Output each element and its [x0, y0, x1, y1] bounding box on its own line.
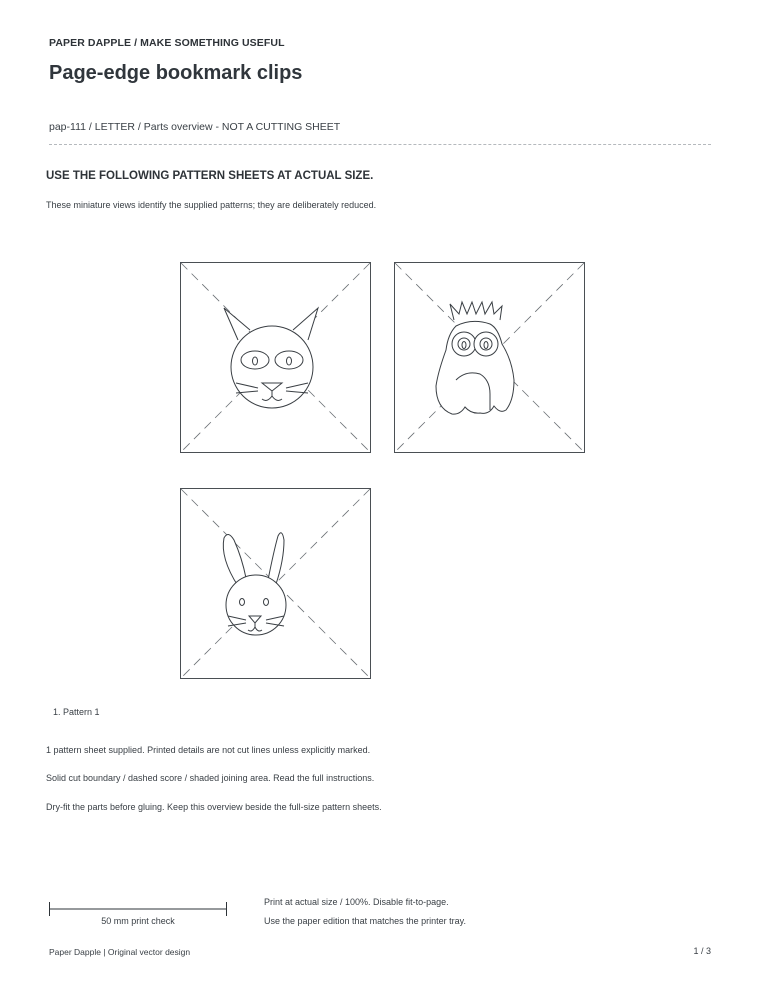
scale-bar-label: 50 mm print check	[101, 916, 175, 926]
section-intro: These miniature views identify the supplied patterns; they are deliberately reduced.	[46, 200, 377, 210]
page-title: Page-edge bookmark clips	[49, 62, 303, 84]
rabbit-face-icon	[180, 488, 371, 679]
print-instruction-size: Print at actual size / 100%. Disable fit-to-page.	[264, 897, 449, 907]
note-line-key: Solid cut boundary / dashed score / shaded joining area. Read the full instructions.	[46, 773, 375, 783]
pattern-thumbnail-owl	[394, 262, 585, 453]
page-number: 1 / 3	[693, 946, 711, 956]
note-dry-fit: Dry-fit the parts before gluing. Keep this overview beside the full-size pattern sheets.	[46, 802, 382, 812]
pattern-thumbnail-rabbit	[180, 488, 371, 679]
print-check-scale-bar	[49, 901, 227, 917]
owl-icon	[394, 262, 585, 453]
pattern-thumbnail-cat	[180, 262, 371, 453]
brand-line: PAPER DAPPLE / MAKE SOMETHING USEFUL	[49, 37, 285, 49]
note-sheets-supplied: 1 pattern sheet supplied. Printed details are not cut lines unless explicitly marked.	[46, 745, 371, 755]
dashed-divider	[49, 144, 711, 145]
thumbnail-caption: 1. Pattern 1	[53, 707, 100, 717]
footer-credit: Paper Dapple | Original vector design	[49, 947, 191, 957]
print-instruction-paper: Use the paper edition that matches the printer tray.	[264, 916, 466, 926]
document-meta: pap-111 / LETTER / Parts overview - NOT A CUTTING SHEET	[49, 121, 341, 133]
section-heading: USE THE FOLLOWING PATTERN SHEETS AT ACTUAL SIZE.	[46, 170, 374, 182]
cat-face-icon	[180, 262, 371, 453]
